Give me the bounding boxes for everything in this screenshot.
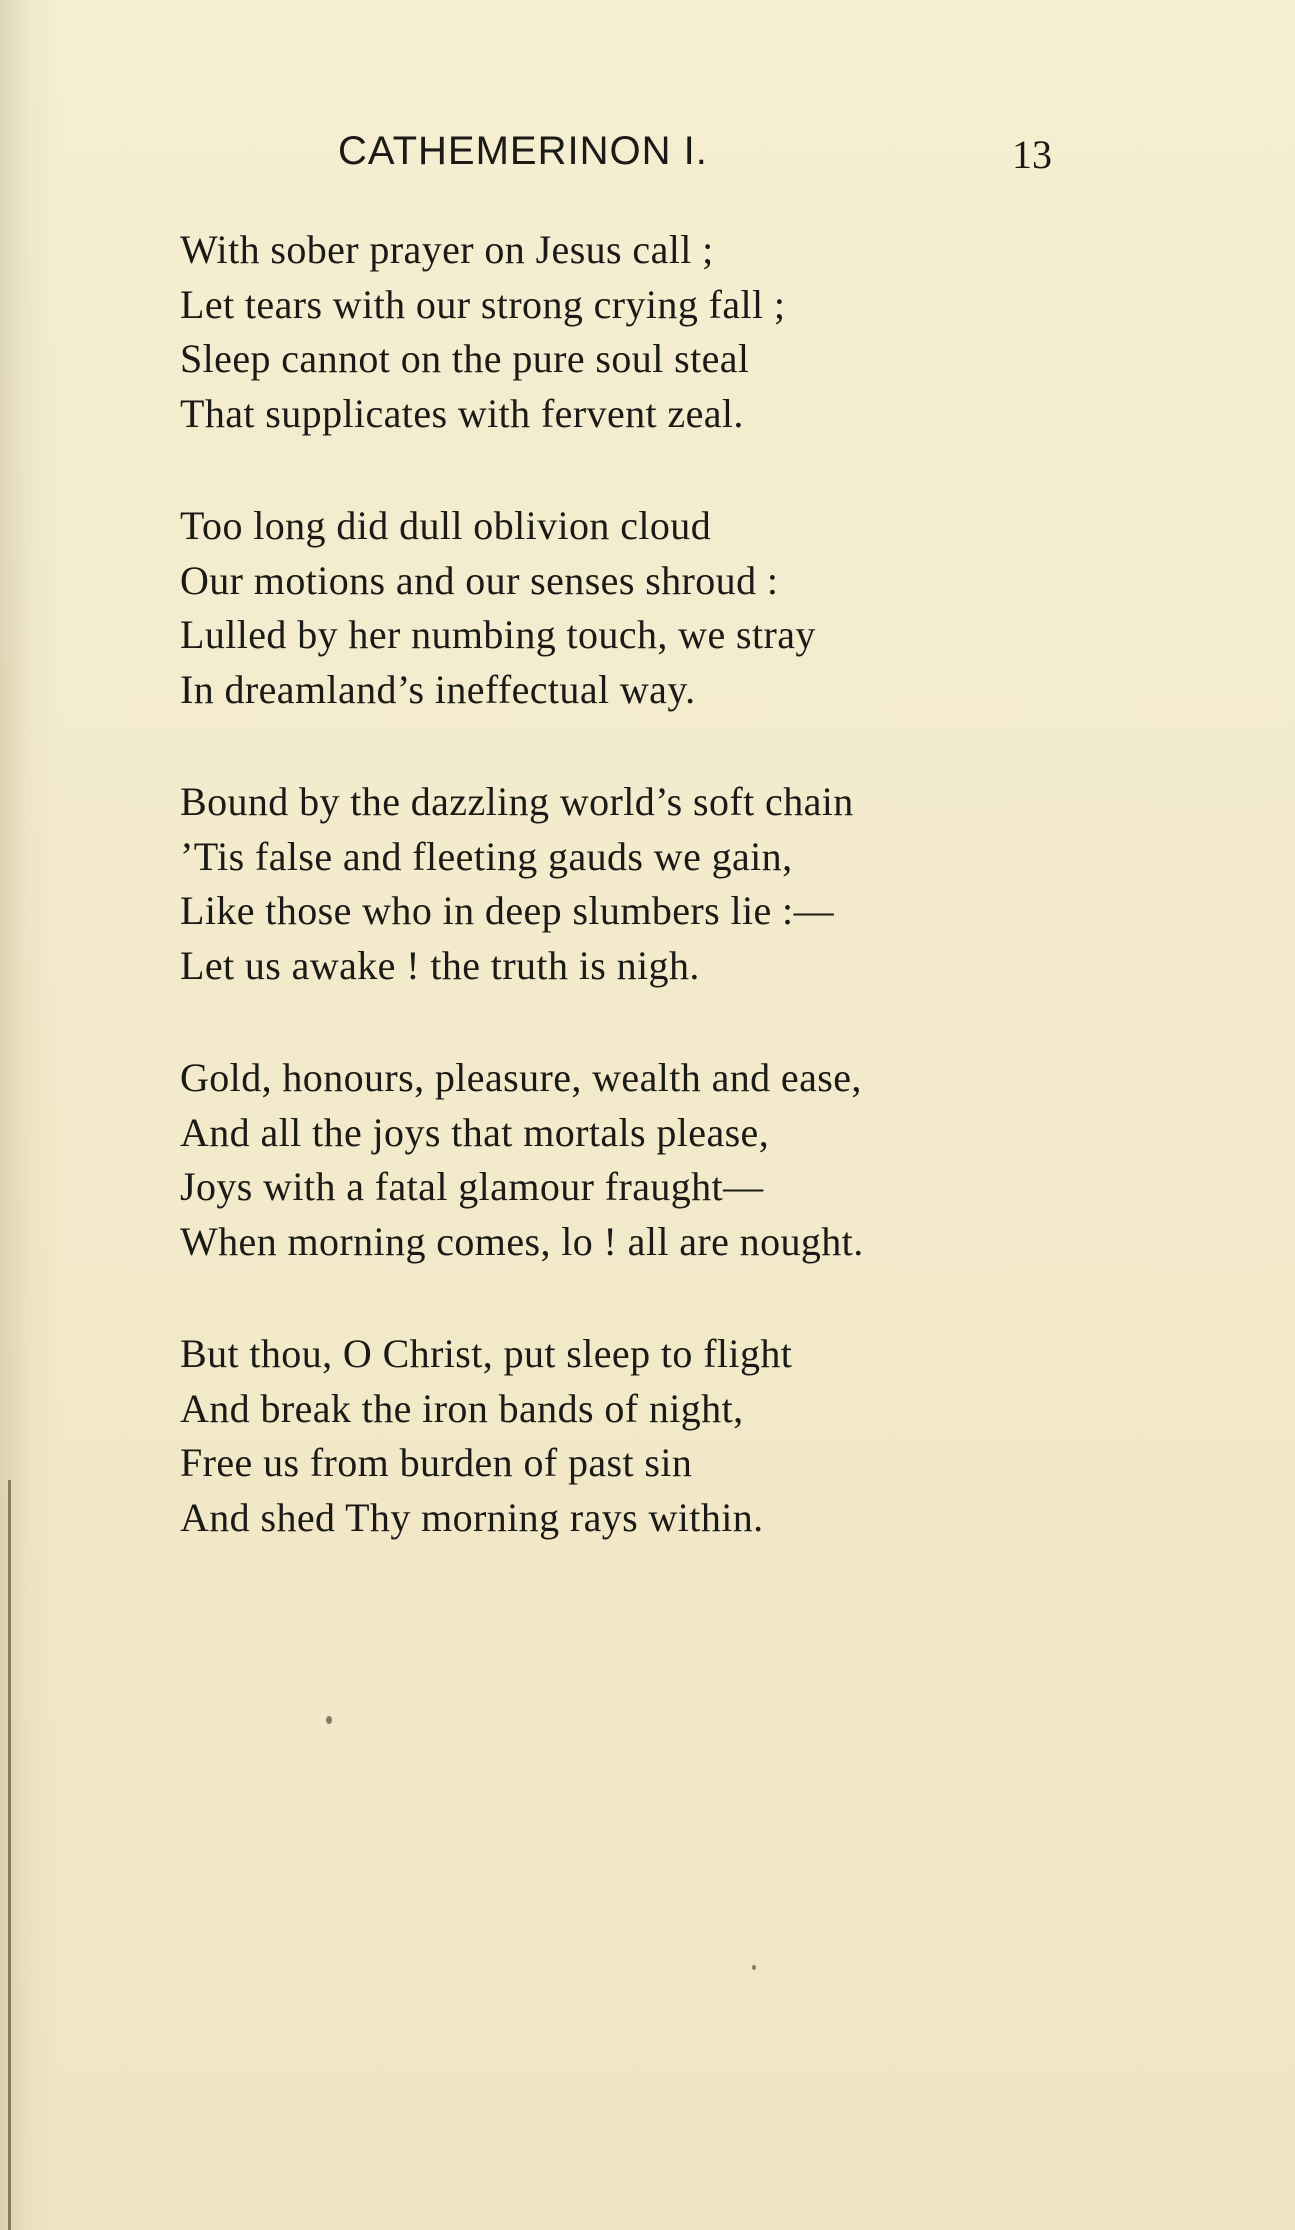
- page-number: 13: [1012, 132, 1052, 177]
- verse-line: And break the iron bands of night,: [180, 1385, 744, 1431]
- ink-speck: [326, 1716, 332, 1724]
- verse-line: Let us awake ! the truth is nigh.: [180, 942, 700, 988]
- verse-line: Let tears with our strong crying fall ;: [180, 281, 786, 327]
- verse-line: Gold, honours, pleasure, wealth and ease,: [180, 1055, 862, 1100]
- gutter-shadow: [8, 1480, 11, 2230]
- ink-speck: [752, 1965, 756, 1970]
- stanza: [180, 1327, 1260, 1545]
- verse-line: Too long did dull oblivion cloud: [180, 503, 712, 548]
- verse-line: Bound by the dazzling world’s soft chain: [180, 779, 854, 824]
- stanza: [180, 1051, 1260, 1269]
- verse-line: Joys with a fatal glamour fraught—: [180, 1164, 764, 1209]
- verse-line: And shed Thy morning rays within.: [180, 1494, 764, 1540]
- verse-line: When morning comes, lo ! all are nought.: [180, 1218, 864, 1264]
- page-header: [0, 126, 1295, 186]
- verse-line: Our motions and our senses shroud :: [180, 557, 779, 603]
- verse-line: With sober prayer on Jesus call ;: [180, 227, 714, 272]
- verse-line: Free us from burden of past sin: [180, 1440, 693, 1485]
- verse-line: Like those who in deep slumbers lie :—: [180, 888, 834, 933]
- stanza: [180, 499, 1260, 717]
- running-head: CATHEMERINON I.: [338, 129, 708, 173]
- verse-line: That supplicates with fervent zeal.: [180, 390, 744, 436]
- poem: [180, 223, 1260, 1603]
- verse-line: Lulled by her numbing touch, we stray: [180, 612, 816, 657]
- verse-line: ’Tis false and fleeting gauds we gain,: [180, 833, 793, 879]
- verse-line: And all the joys that mortals please,: [180, 1109, 770, 1155]
- verse-line: Sleep cannot on the pure soul steal: [180, 336, 750, 381]
- stanza: [180, 775, 1260, 993]
- stanza: [180, 223, 1260, 441]
- verse-line: In dreamland’s ineffectual way.: [180, 666, 696, 712]
- verse-line: But thou, O Christ, put sleep to flight: [180, 1331, 793, 1376]
